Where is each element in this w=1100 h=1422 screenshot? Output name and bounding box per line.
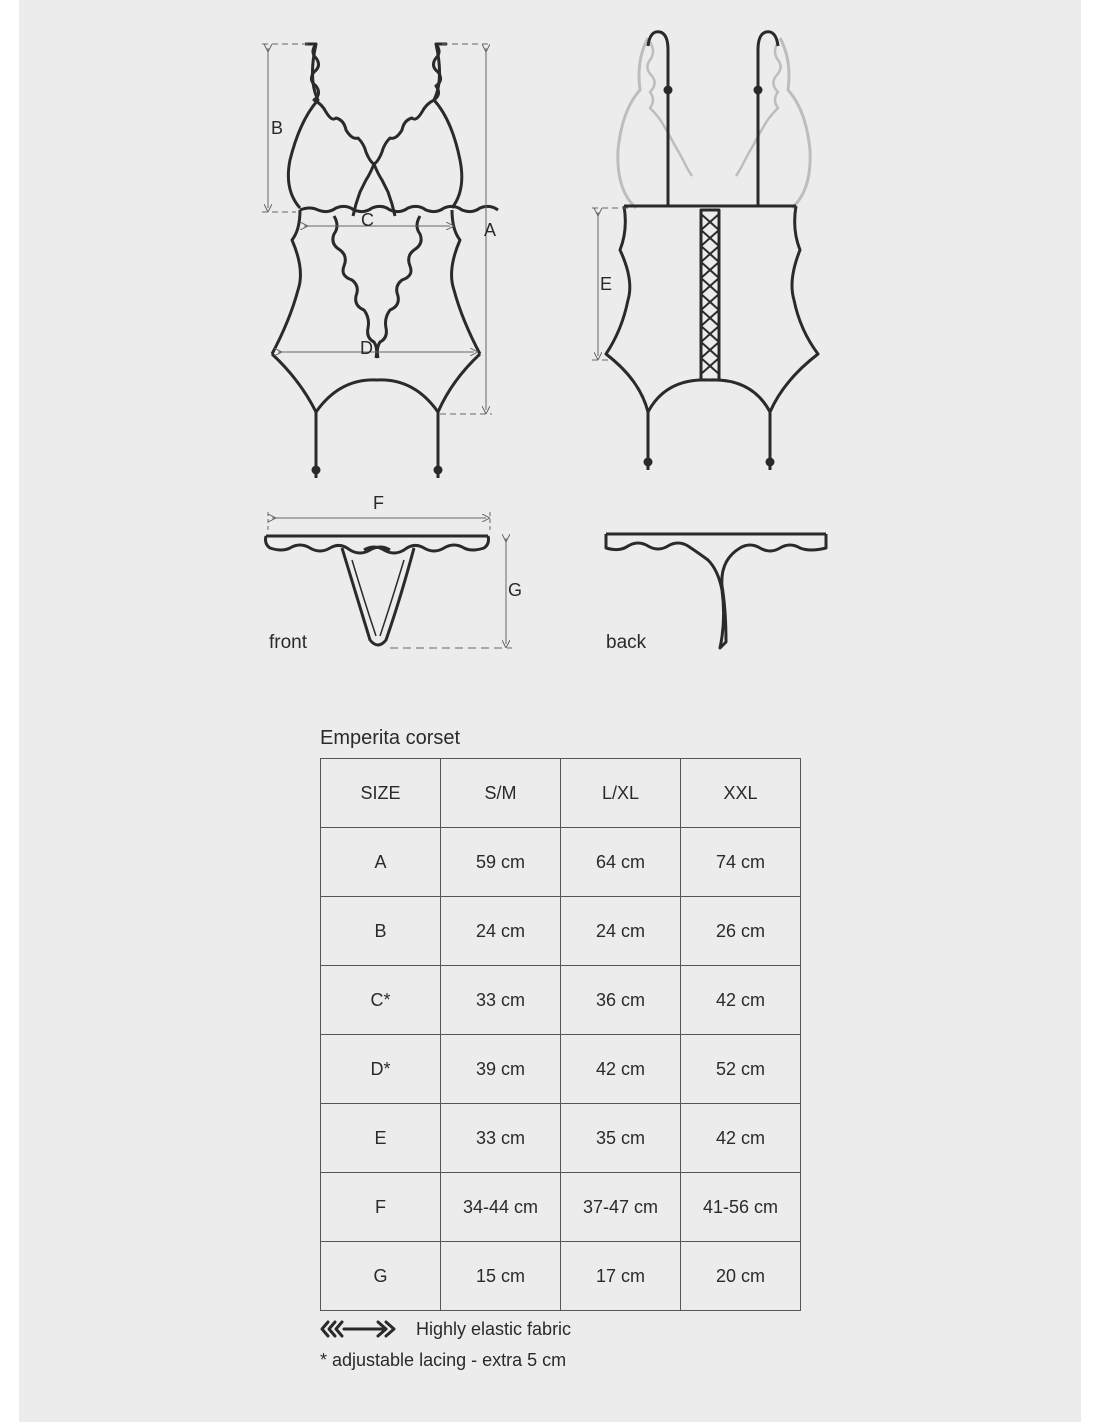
table-cell: 15 cm <box>441 1242 561 1311</box>
label-a: A <box>484 220 497 240</box>
table-row <box>321 897 801 966</box>
size-table <box>320 758 801 1311</box>
back-corset-drawing <box>606 32 818 470</box>
table-cell: 20 cm <box>681 1242 801 1311</box>
table-header-cell: XXL <box>681 759 801 828</box>
table-row <box>321 966 801 1035</box>
legend-text: Highly elastic fabric <box>416 1318 572 1339</box>
table-cell: 26 cm <box>681 897 801 966</box>
lacing-note: * adjustable lacing - extra 5 cm <box>320 1350 567 1370</box>
table-cell: G <box>321 1242 441 1311</box>
table-title: Emperita corset <box>320 727 461 749</box>
table-cell: 42 cm <box>681 966 801 1035</box>
table-cell: D* <box>321 1035 441 1104</box>
table-row <box>321 1104 801 1173</box>
table-cell: 74 cm <box>681 828 801 897</box>
label-c: C <box>361 210 374 230</box>
garment-diagrams <box>0 0 1100 700</box>
table-cell: 41-56 cm <box>681 1173 801 1242</box>
table-row <box>321 1242 801 1311</box>
label-f: F <box>373 493 384 513</box>
table-cell: 59 cm <box>441 828 561 897</box>
front-caption: front <box>269 632 308 653</box>
table-header-cell: SIZE <box>321 759 441 828</box>
table-cell: 17 cm <box>561 1242 681 1311</box>
table-header-row <box>321 759 801 828</box>
back-caption: back <box>606 632 647 653</box>
table-cell: 42 cm <box>681 1104 801 1173</box>
front-thong-drawing <box>266 536 489 645</box>
table-cell: 39 cm <box>441 1035 561 1104</box>
elastic-arrows-icon <box>320 1318 400 1340</box>
table-cell: 24 cm <box>561 897 681 966</box>
table-cell: 52 cm <box>681 1035 801 1104</box>
table-header-cell: S/M <box>441 759 561 828</box>
table-cell: 33 cm <box>441 966 561 1035</box>
table-cell: E <box>321 1104 441 1173</box>
label-g: G <box>508 580 523 600</box>
table-cell: 64 cm <box>561 828 681 897</box>
table-cell: 24 cm <box>441 897 561 966</box>
table-cell: 33 cm <box>441 1104 561 1173</box>
table-cell: 36 cm <box>561 966 681 1035</box>
table-cell: 34-44 cm <box>441 1173 561 1242</box>
table-header-cell: L/XL <box>561 759 681 828</box>
table-cell: B <box>321 897 441 966</box>
table-cell: C* <box>321 966 441 1035</box>
label-d: D <box>360 338 373 358</box>
table-row <box>321 1173 801 1242</box>
front-corset-drawing <box>272 44 498 478</box>
table-cell: A <box>321 828 441 897</box>
table-cell: 37-47 cm <box>561 1173 681 1242</box>
table-cell: 42 cm <box>561 1035 681 1104</box>
table-row <box>321 1035 801 1104</box>
label-e: E <box>600 274 613 294</box>
table-cell: F <box>321 1173 441 1242</box>
table-cell: 35 cm <box>561 1104 681 1173</box>
table-row <box>321 828 801 897</box>
back-thong-drawing <box>606 534 826 648</box>
label-b: B <box>271 118 284 138</box>
elastic-legend <box>320 1318 571 1340</box>
